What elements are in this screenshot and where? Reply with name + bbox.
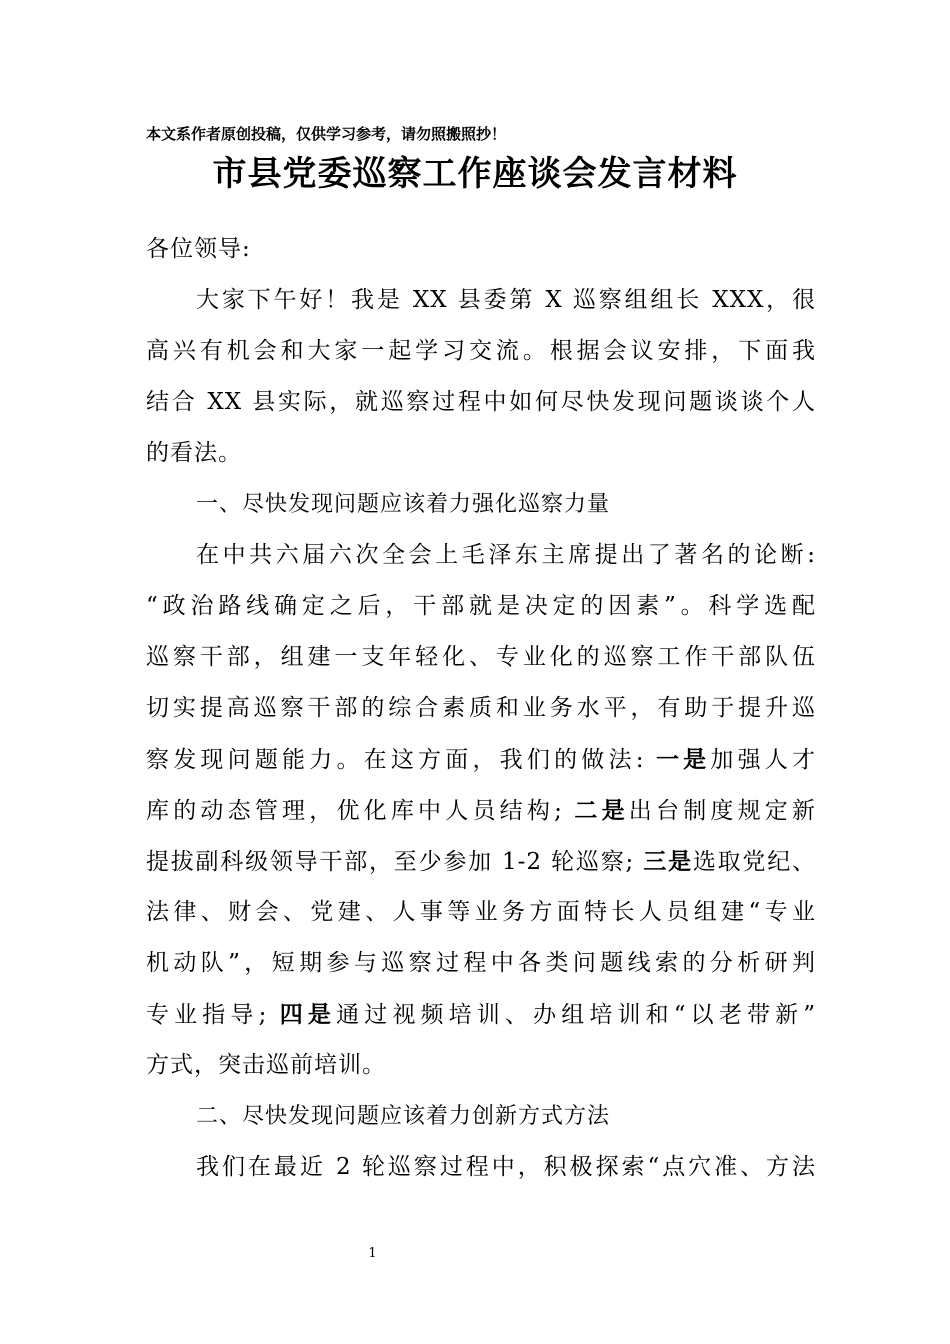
line-text: 察发现问题能力。在这方面，我们的做法: <box>146 747 656 773</box>
section1-line-7 <box>146 836 816 887</box>
intro-line-3: 结合 XX 县实际，就巡察过程中如何尽快发现问题谈谈个人 <box>146 389 816 415</box>
section2-line-1: 我们在最近 2 轮巡察过程中，积极探索“点穴准、方法 <box>196 1154 816 1180</box>
line-text: 通过视频培训、办组培训和“以老带新” <box>336 1002 817 1028</box>
section-heading-2: 二、尽快发现问题应该着力创新方式方法 <box>196 1104 611 1129</box>
section1-line-4: 切实提高巡察干部的综合素质和业务水平，有助于提升巡 <box>146 695 816 721</box>
section1-line-3: 巡察干部，组建一支年轻化、专业化的巡察工作干部队伍 <box>146 644 816 670</box>
section1-line-2: “政治路线确定之后，干部就是决定的因素”。科学选配 <box>146 593 816 619</box>
section1-line-9: 机动队”，短期参与巡察过程中各类问题线索的分析研判 <box>146 950 816 976</box>
page-number: 1 <box>368 1246 377 1261</box>
emphasis-second: 二是 <box>574 797 629 824</box>
intro-line-2: 高兴有机会和大家一起学习交流。根据会议安排，下面我 <box>146 338 816 364</box>
emphasis-fourth: 四是 <box>279 1001 337 1028</box>
document-title: 市县党委巡察工作座谈会发言材料 <box>212 154 738 194</box>
greeting: 各位领导: <box>146 236 251 262</box>
section1-line-11: 方式，突击巡前培训。 <box>146 1052 386 1078</box>
copyright-notice: 本文系作者原创投稿，仅供学习参考，请勿照搬照抄！ <box>146 125 507 143</box>
intro-line-1: 大家下午好！我是 XX 县委第 X 巡察组组长 XXX，很 <box>196 287 816 313</box>
section1-line-6 <box>146 785 816 836</box>
section1-line-1: 在中共六届六次全会上毛泽东主席提出了著名的论断: <box>196 542 816 568</box>
line-text: 选取党纪、 <box>692 849 816 875</box>
section1-line-5 <box>146 734 816 785</box>
line-text: 提拔副科级领导干部，至少参加 1-2 轮巡察; <box>146 849 644 875</box>
emphasis-third: 三是 <box>643 848 693 875</box>
section1-line-10 <box>146 989 816 1040</box>
section-heading-1: 一、尽快发现问题应该着力强化巡察力量 <box>196 492 611 517</box>
line-text: 专业指导; <box>146 1002 280 1028</box>
line-text: 库的动态管理，优化库中人员结构; <box>146 798 575 824</box>
line-text: 出台制度规定新 <box>628 798 817 824</box>
line-text: 加强人才 <box>710 747 817 773</box>
document-body <box>146 224 816 1193</box>
intro-line-4: 的看法。 <box>146 440 242 466</box>
emphasis-first: 一是 <box>655 746 711 773</box>
section1-line-8: 法律、财会、党建、人事等业务方面特长人员组建“专业 <box>146 899 816 925</box>
